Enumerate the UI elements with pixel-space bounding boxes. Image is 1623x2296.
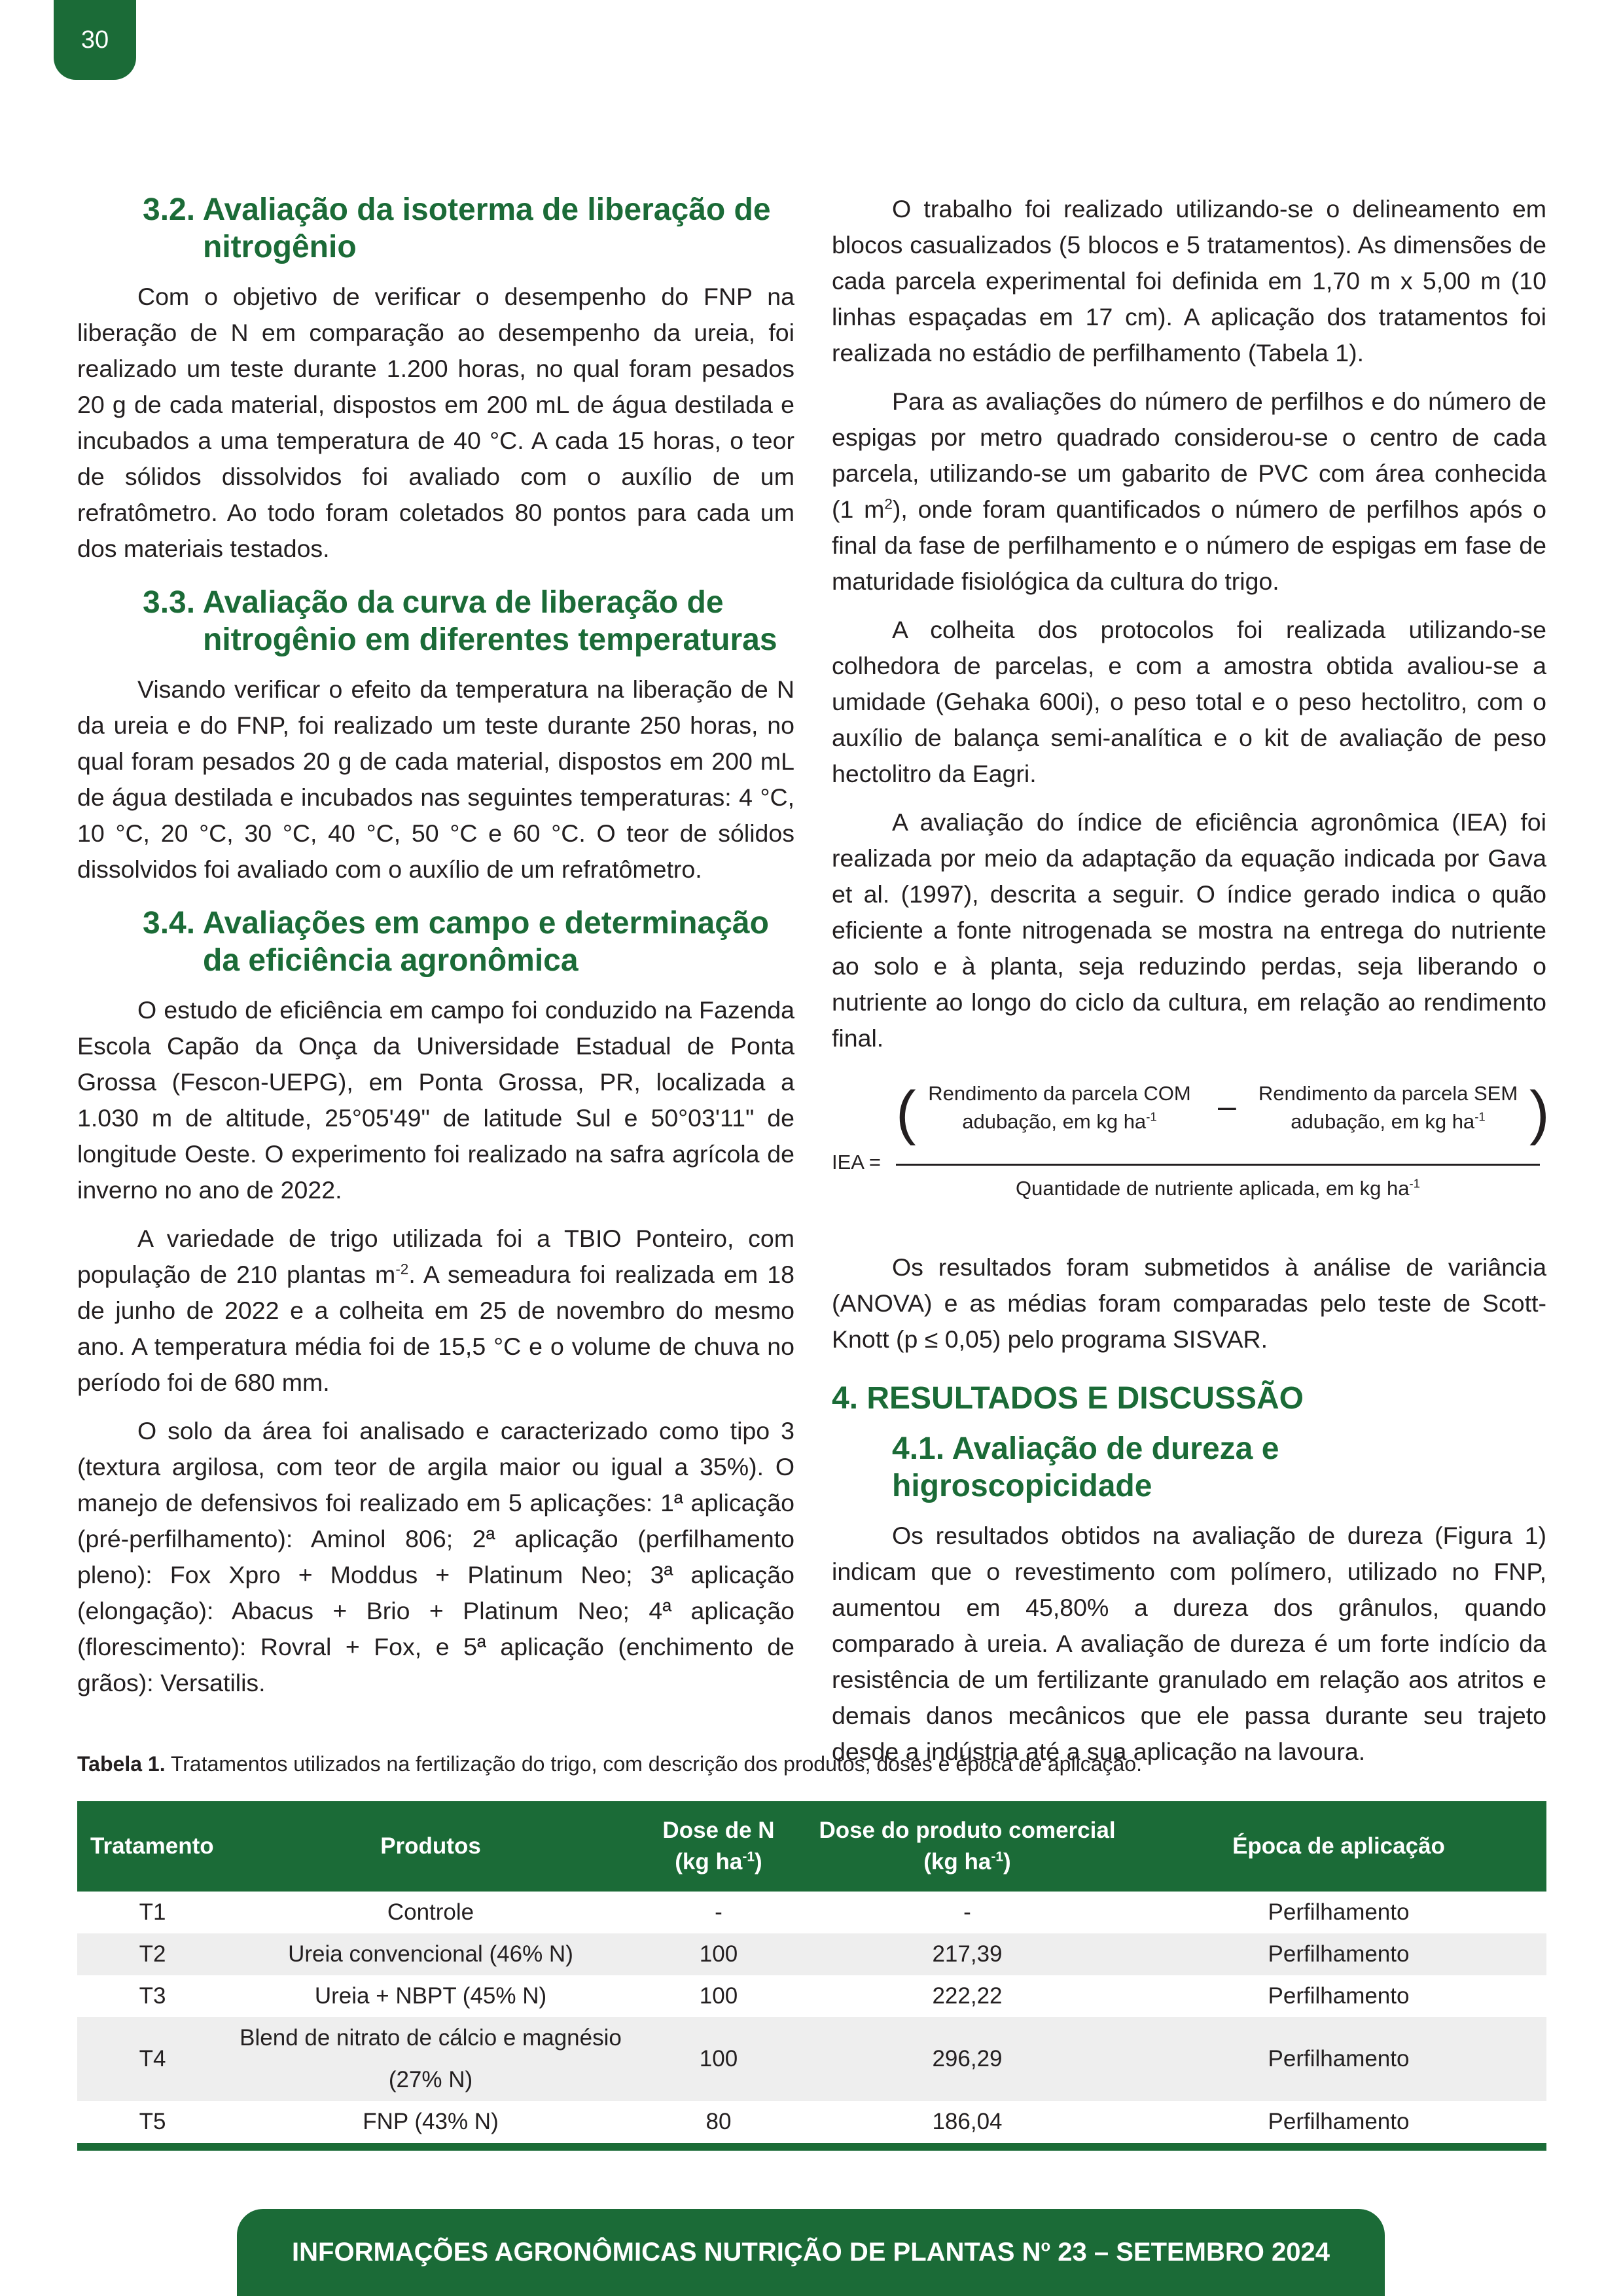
- formula-denominator: Quantidade de nutriente aplicada, em kg $ha^{-1}$: [1015, 1176, 1421, 1200]
- cell-dose-produto: 222,22: [932, 1983, 1003, 2009]
- formula-fraction-bar: [896, 1164, 1540, 1166]
- left-column: [77, 191, 794, 1713]
- section-3-4-paragraph-2: A variedade de trigo utilizada foi a TBIO Ponteiro, com população de 210 plantas $m^{-2}$. A semeadura foi realizada em 18 de junho de 2022 e a colheita em 25 de novembro do mesmo ano. A temperatura média foi de 15,5 °C e o volume de chuva no período foi de 680 mm.: [77, 1225, 795, 1396]
- cell-epoca: Perfilhamento: [1268, 1899, 1410, 1925]
- col-header-epoca: Época de aplicação: [1131, 1801, 1546, 1892]
- table-row: [77, 1892, 1546, 1933]
- iea-paragraph: A avaliação do índice de eficiência agronômica (IEA) foi realizada por meio da adaptação da equação indicada por Gava et al. (1997), descrita a seguir. O índice gerado indica o quão eficiente a fonte nitrogenada se mostra na entrega do nutriente ao solo e à planta, seja reduzindo perdas, seja liberando o nutriente ao longo do ciclo da cultura, em relação ao rendimento final.: [832, 808, 1546, 1052]
- cell-dose-n: -: [715, 1899, 722, 1925]
- formula-lhs: IEA =: [832, 1151, 881, 1174]
- cell-tratamento: T2: [77, 1933, 228, 1975]
- cell-tratamento: T5: [77, 2101, 228, 2147]
- formula-open-paren: (: [896, 1079, 916, 1146]
- cell-produto: Ureia convencional (46% N): [228, 1933, 633, 1975]
- page-number: 30: [54, 0, 136, 80]
- cell-produto: Controle: [387, 1899, 474, 1925]
- cell-dose-n: 100: [633, 2017, 804, 2101]
- col-header-produtos: Produtos: [228, 1801, 633, 1892]
- formula-numerator-with: Rendimento da parcela COM adubação, em kg $ha^{-1}$: [928, 1082, 1191, 1133]
- cell-dose-produto: 217,39: [804, 1933, 1131, 1975]
- table-row: [77, 1933, 1546, 1975]
- section-3-4-paragraph-3: O solo da área foi analisado e caracterizado como tipo 3 (textura argilosa, com teor de argila maior ou igual a 35%). O manejo de defensivos foi realizado em 5 aplicações: 1ª aplicação (pré-perfilhamento): Aminol 806; 2ª aplicação (perfilhamento pleno): Fox Xpro + Moddus + Platinum Neo; 3ª aplicação (elongação): Abacus + Brio + Platinum Neo; 4ª aplicação (florescimento): Rovral + Fox, e 5ª aplicação (enchimento de grãos): Versatilis.: [77, 1417, 794, 1696]
- section-4-1-title: 4.1. Avaliação de dureza e higroscopicidade: [892, 1431, 1279, 1503]
- section-3-4-title: 3.4. Avaliações em campo e determinação da eficiência agronômica: [143, 906, 769, 978]
- cell-epoca: Perfilhamento: [1131, 2101, 1546, 2147]
- section-3-2-paragraph: Com o objetivo de verificar o desempenho do FNP na liberação de N em comparação ao desempenho da ureia, foi realizado um teste durante 1.200 horas, no qual foram pesados 20 g de cada material, dispostos em 200 mL de água destilada e incubados a uma temperatura de 40 °C. A cada 15 horas, o teor de sólidos dissolvidos foi avaliado com o auxílio de um refratômetro. Ao todo foram coletados 80 pontos para cada um dos materiais testados.: [77, 283, 794, 562]
- iea-formula: [832, 1079, 1550, 1227]
- cell-produto: FNP (43% N): [228, 2101, 633, 2147]
- cell-tratamento: T3: [139, 1983, 166, 2009]
- formula-numerator-without: Rendimento da parcela SEM adubação, em kg $ha^{-1}$: [1258, 1082, 1518, 1133]
- col-header-dose-n: Dose de N (kg $ha^{-1}$): [633, 1801, 804, 1892]
- hardness-paragraph: Os resultados obtidos na avaliação de dureza (Figura 1) indicam que o revestimento com polímero, utilizado no FNP, aumentou em 45,80% a dureza dos grânulos, quando comparado à ureia. A avaliação de dureza é um forte indício da resistência de um fertilizante granulado em relação aos atritos e demais danos mecânicos que ele passa durante seu trajeto desde a indústria até a sua aplicação na lavoura.: [832, 1522, 1546, 1765]
- cell-dose-n: 80: [633, 2101, 804, 2147]
- statistics-paragraph: Os resultados foram submetidos à análise de variância (ANOVA) e as médias foram comparadas pelo teste de Scott-Knott (p ≤ 0,05) pelo programa SISVAR.: [832, 1253, 1546, 1353]
- cell-dose-n: 100: [633, 1933, 804, 1975]
- cell-epoca: Perfilhamento: [1131, 1933, 1546, 1975]
- table-caption: Tabela 1. Tratamentos utilizados na fertilização do trigo, com descrição dos produtos, doses e época de aplicação.: [77, 1752, 1142, 1776]
- cell-tratamento: T4: [77, 2017, 228, 2101]
- section-3-3-paragraph: Visando verificar o efeito da temperatura na liberação de N da ureia e do FNP, foi realizado um teste durante 250 horas, no qual foram pesados 20 g de cada material, dispostos em 200 mL de água destilada e incubados nas seguintes temperaturas: 4 °C, 10 °C, 20 °C, 30 °C, 40 °C, 50 °C e 60 °C. O teor de sólidos dissolvidos foi avaliado com o auxílio de um refratômetro.: [77, 675, 794, 883]
- cell-epoca: Perfilhamento: [1131, 2017, 1546, 2101]
- treatments-table: [77, 1801, 1546, 2151]
- cell-dose-produto: 186,04: [804, 2101, 1131, 2147]
- cell-dose-produto: -: [963, 1899, 971, 1925]
- col-header-tratamento: Tratamento: [77, 1801, 228, 1892]
- cell-produto: Ureia + NBPT (45% N): [314, 1983, 547, 2009]
- table-header-row: [77, 1801, 1546, 1892]
- cell-produto: Blend de nitrato de cálcio e magnésio (27% N): [228, 2017, 633, 2101]
- design-paragraph: O trabalho foi realizado utilizando-se o delineamento em blocos casualizados (5 blocos e 5 tratamentos). As dimensões de cada parcela experimental foi definida em 1,70 m x 5,00 m (10 linhas espaçadas em 17 cm). A aplicação dos tratamentos foi realizada no estádio de perfilhamento (Tabela 1).: [832, 195, 1546, 367]
- section-3-4-paragraph-1: O estudo de eficiência em campo foi conduzido na Fazenda Escola Capão da Onça da Universidade Estadual de Ponta Grossa (Fescon-UEPG), em Ponta Grossa, PR, localizada a 1.030 m de altitude, 25°05'49" de latitude Sul e 50°03'11" de longitude Oeste. O experimento foi realizado na safra agrícola de inverno no ano de 2022.: [77, 996, 794, 1204]
- section-3-2-title: 3.2. Avaliação da isoterma de liberação de nitrogênio: [143, 192, 771, 264]
- formula-minus: –: [1218, 1088, 1236, 1124]
- section-4-title: 4. RESULTADOS E DISCUSSÃO: [832, 1381, 1304, 1416]
- tillers-paragraph: Para as avaliações do número de perfilhos e do número de espigas por metro quadrado considerou-se o centro de cada parcela, utilizando-se um gabarito de PVC com área conhecida (1 $m^2$), onde foram quantificados o número de perfilhos após o final da fase de perfilhamento e o número de espigas em fase de maturidade fisiológica da cultura do trigo.: [832, 387, 1546, 595]
- cell-dose-n: 100: [699, 1983, 738, 2009]
- table-row: [77, 1975, 1546, 2017]
- table-row: [77, 2017, 1546, 2101]
- table-row: [77, 2101, 1546, 2147]
- col-header-dose-produto: Dose do produto comercial (kg $ha^{-1}$): [804, 1801, 1131, 1892]
- right-column: [832, 191, 1550, 1782]
- harvest-paragraph: A colheita dos protocolos foi realizada utilizando-se colhedora de parcelas, e com a amostra obtida avaliou-se a umidade (Gehaka 600i), o peso total e o peso hectolitro, com o auxílio de balança semi-analítica e o kit de avaliação de peso hectolitro da Eagri.: [832, 616, 1546, 787]
- cell-tratamento: T1: [139, 1899, 166, 1925]
- formula-close-paren: ): [1529, 1079, 1550, 1146]
- footer-banner: INFORMAÇÕES AGRONÔMICAS NUTRIÇÃO DE PLANTAS $N^o$ 23 – SETEMBRO 2024: [237, 2209, 1385, 2296]
- cell-dose-produto: 296,29: [804, 2017, 1131, 2101]
- cell-epoca: Perfilhamento: [1268, 1983, 1410, 2009]
- section-3-3-title: 3.3. Avaliação da curva de liberação de nitrogênio em diferentes temperaturas: [143, 585, 777, 657]
